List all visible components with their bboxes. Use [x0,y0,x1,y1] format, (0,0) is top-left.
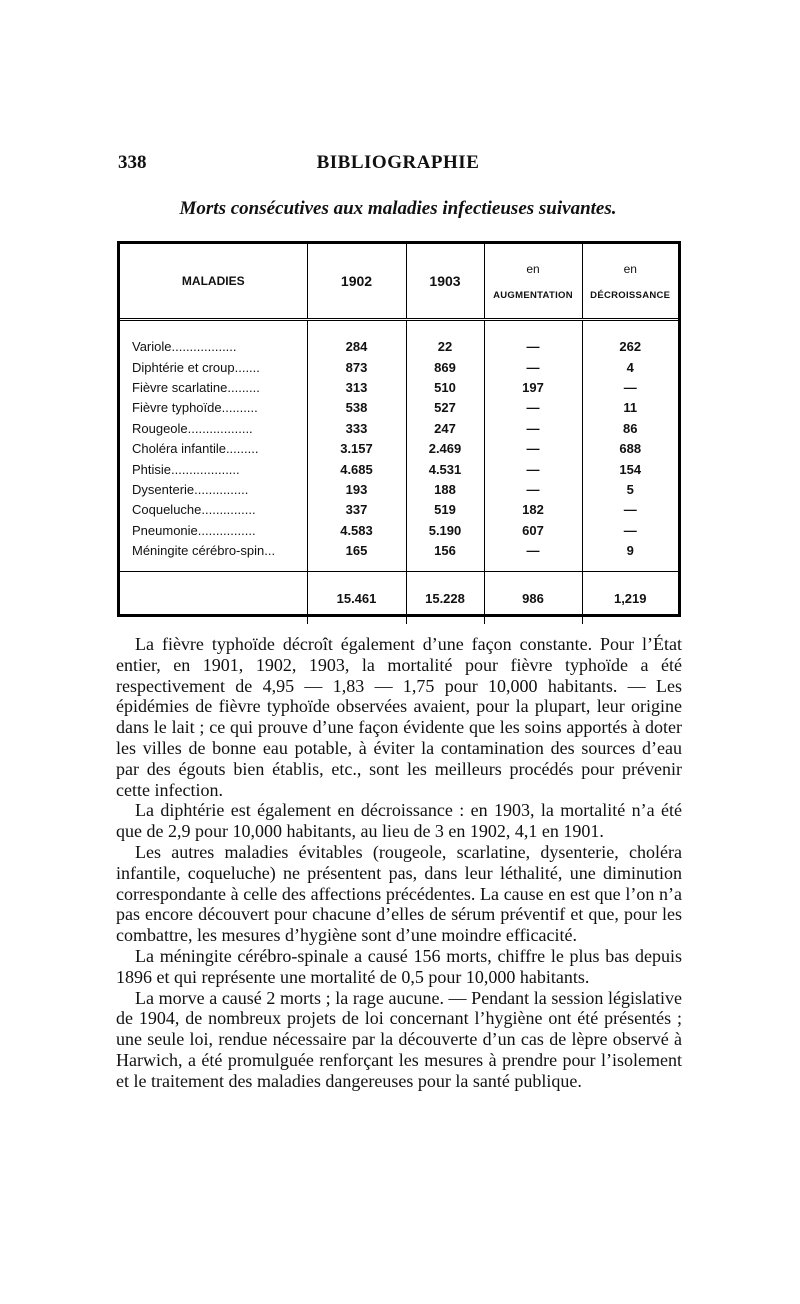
header-diseases: MALADIES [120,244,307,320]
running-title: BIBLIOGRAPHIE [316,152,480,173]
value-1903: 4.531 [406,459,484,479]
paragraph: La méningite cérébro-spinale a causé 156 morts, chiffre le plus bas depuis 1896 et qui représente une mortalité de 0,5 pour 10,000 habitants. [116,945,682,987]
disease-cell: Pneumonie................ [132,522,256,538]
total-decroissance: 1,219 [582,572,678,625]
value-1903: 22 [406,320,484,358]
value-1902: 333 [307,419,406,439]
table-row [120,521,678,541]
table-row [120,398,678,418]
value-1902: 4.685 [307,459,406,479]
value-decroissance: 4 [582,357,678,377]
value-augmentation: — [484,398,582,418]
table-title: Morts consécutives aux maladies infectieuses suivantes. [179,198,617,219]
header-1903: 1903 [406,244,484,320]
value-decroissance: — [582,378,678,398]
totals-label-cell [120,572,307,625]
table-row [120,541,678,572]
header-augmentation-en: en [526,261,540,276]
value-1903: 2.469 [406,439,484,459]
value-decroissance: 262 [582,320,678,358]
table-row [120,439,678,459]
value-augmentation: — [484,439,582,459]
value-1903: 5.190 [406,521,484,541]
table-row [120,500,678,520]
value-decroissance: — [582,500,678,520]
value-1903: 869 [406,357,484,377]
value-augmentation: — [484,541,582,572]
value-1902: 337 [307,500,406,520]
table-row [120,480,678,500]
page-number: 338 [118,152,147,173]
value-augmentation: — [484,480,582,500]
table-row [120,320,678,358]
disease-cell: Diphtérie et croup....... [132,359,260,375]
table-row [120,378,678,398]
header-augmentation-label: AUGMENTATION [493,289,573,301]
disease-cell: Fièvre scarlatine......... [132,379,260,395]
value-augmentation: — [484,357,582,377]
value-1902: 4.583 [307,521,406,541]
total-1902: 15.461 [307,572,406,625]
table-row [120,459,678,479]
mortality-table [117,241,681,617]
page-header [118,152,678,176]
total-augmentation: 986 [484,572,582,625]
value-1902: 284 [307,320,406,358]
disease-cell: Variole.................. [132,339,237,355]
value-decroissance: 11 [582,398,678,418]
header-decroissance-en: en [623,261,637,276]
value-1902: 313 [307,378,406,398]
value-1903: 156 [406,541,484,572]
paragraph: Les autres maladies évitables (rougeole, scarlatine, dysenterie, choléra infantile, coqueluche) ne présentent pas, dans leur léthalité, une diminution correspondante à celle des affections précédentes. La cause en est que l’on n’a pas encore découvert pour chacune d’elles de sérum préventif et que, pour les combattre, les mesures d’hygiène sont d’une moindre efficacité. [116,841,682,946]
paragraph: La diphtérie est également en décroissance : en 1903, la mortalité n’a été que de 2,9 pour 10,000 habitants, au lieu de 3 en 1902, 4,1 en 1901. [116,800,682,842]
value-augmentation: — [484,419,582,439]
disease-cell: Méningite cérébro-spin... [132,543,276,559]
value-augmentation: 197 [484,378,582,398]
total-1903: 15.228 [406,572,484,625]
value-1902: 165 [307,541,406,572]
value-1902: 538 [307,398,406,418]
value-decroissance: 86 [582,419,678,439]
value-1903: 188 [406,480,484,500]
value-1902: 193 [307,480,406,500]
value-1902: 873 [307,357,406,377]
disease-cell: Coqueluche............... [132,502,256,518]
table-row [120,419,678,439]
value-decroissance: 154 [582,459,678,479]
body-text [116,634,682,1092]
table-row [120,357,678,377]
paragraph: La fièvre typhoïde décroît également d’une façon constante. Pour l’État entier, en 1901, 1902, 1903, la mortalité pour fièvre typhoïde a été respectivement de 4,95 — 1,83 — 1,75 pour 10,000 habitants. — Les épidémies de fièvre typhoïde observées avaient, pour la plupart, leur origine dans le lait ; ce qui prouve d’une façon évidente que les soins apportés à doter les villes de bonne eau potable, à éviter la contamination des sources d’eau par des égouts bien établis, etc., sont les meilleurs procédés pour prévenir cette infection. [116,634,682,800]
value-1903: 247 [406,419,484,439]
paragraph: La morve a causé 2 morts ; la rage aucune. — Pendant la session législative de 1904, de nombreux projets de loi concernant l’hygiène ont été présentés ; une seule loi, rendue nécessaire par la découverte d’un cas de lèpre observé à Harwich, a été promulguée renforçant les mesures à prendre pour l’isolement et le traitement des maladies dangereuses pour la santé publique. [116,987,682,1091]
value-augmentation: 607 [484,521,582,541]
value-1903: 510 [406,378,484,398]
header-1902: 1902 [307,244,406,320]
disease-cell: Dysenterie............... [132,481,249,497]
value-1902: 3.157 [307,439,406,459]
disease-cell: Fièvre typhoïde.......... [132,400,258,416]
disease-cell: Choléra infantile......... [132,441,259,457]
value-decroissance: 5 [582,480,678,500]
disease-cell: Phtisie................... [132,461,240,477]
header-augmentation [484,244,582,320]
value-1903: 519 [406,500,484,520]
disease-cell: Rougeole.................. [132,420,253,436]
table-header-row [120,244,678,320]
value-decroissance: 688 [582,439,678,459]
value-augmentation: — [484,459,582,479]
value-1903: 527 [406,398,484,418]
header-decroissance [582,244,678,320]
header-decroissance-label: DÉCROISSANCE [590,289,671,301]
value-decroissance: — [582,521,678,541]
totals-row [120,572,678,625]
value-augmentation: 182 [484,500,582,520]
value-decroissance: 9 [582,541,678,572]
value-augmentation: — [484,320,582,358]
